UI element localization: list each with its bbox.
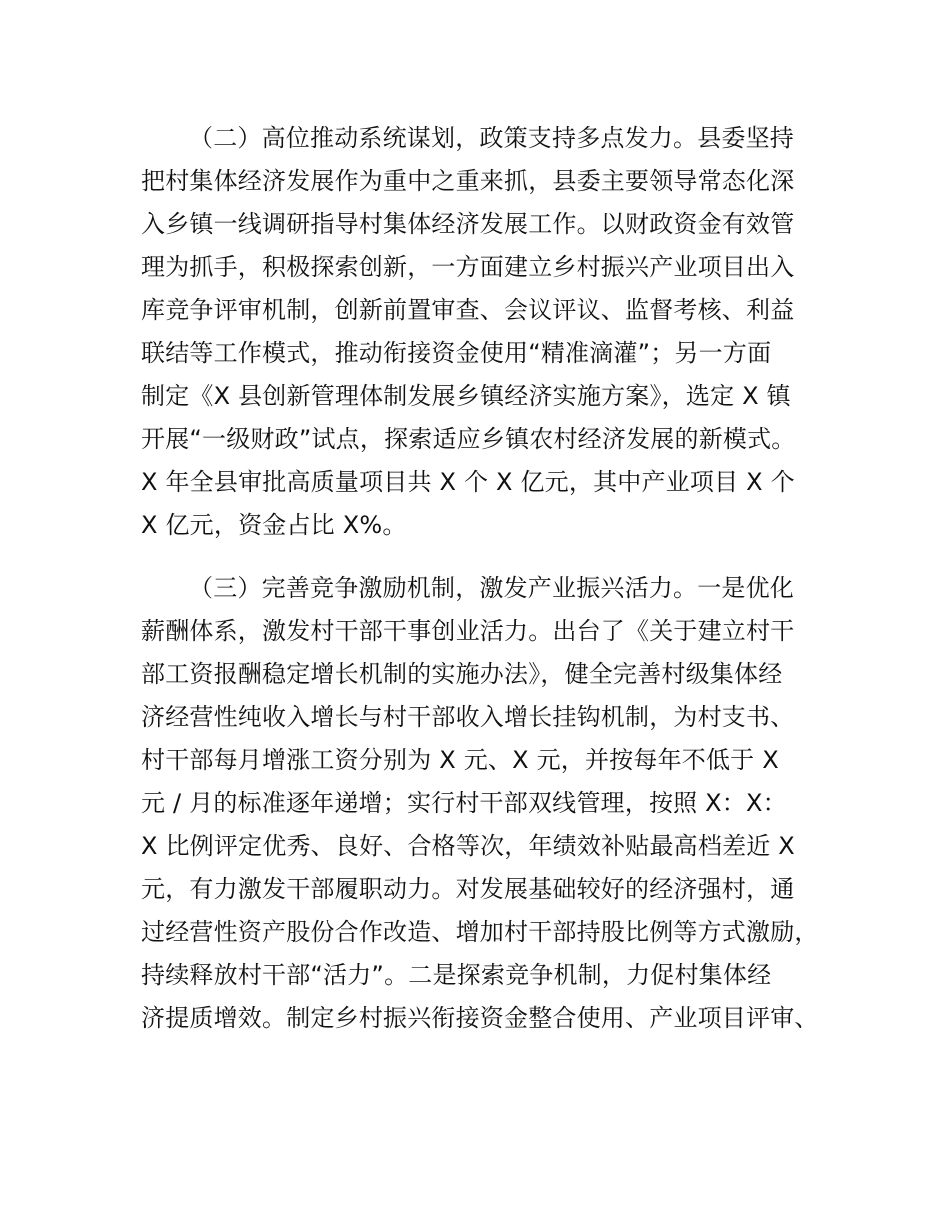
text-line: 济经营性纯收入增长与村干部收入增长挂钩机制，为村支书、: [141, 703, 795, 731]
text-line: 部工资报酬稳定增长机制的实施办法》，健全完善村级集体经: [141, 660, 783, 688]
text-line: 村干部每月增涨工资分别为 X 元、X 元，并按每年不低于 X: [141, 746, 779, 774]
text-line: X 亿元，资金占比 X%。: [141, 511, 407, 539]
text-line: 制定《X 县创新管理体制发展乡镇经济实施方案》，选定 X 镇: [141, 382, 791, 410]
text-line: 入乡镇一线调研指导村集体经济发展工作。以财政资金有效管: [141, 210, 795, 238]
text-line: 元 / 月的标准逐年递增；实行村干部双线管理，按照 X：X：: [141, 789, 787, 817]
paragraph-section-2: [141, 117, 841, 547]
text-line: （三）完善竞争激励机制，激发产业振兴活力。一是优化: [189, 574, 794, 602]
text-line: 济提质增效。制定乡村振兴衔接资金整合使用、产业项目评审、: [141, 1004, 819, 1032]
text-line: 把村集体经济发展作为重中之重来抓，县委主要领导常态化深: [141, 167, 795, 195]
text-line: X 年全县审批高质量项目共 X 个 X 亿元，其中产业项目 X 个: [141, 468, 795, 496]
text-line: 开展“一级财政”试点，探索适应乡镇农村经济发展的新模式。: [141, 425, 796, 453]
text-line: 联结等工作模式，推动衔接资金使用“精准滴灌”；另一方面: [141, 339, 772, 367]
text-line: 库竞争评审机制，创新前置审查、会议评议、监督考核、利益: [141, 296, 795, 324]
text-line: （二）高位推动系统谋划，政策支持多点发力。县委坚持: [189, 124, 794, 152]
paragraph-section-3: [141, 567, 841, 1040]
text-line: 元，有力激发干部履职动力。对发展基础较好的经济强村，通: [141, 875, 795, 903]
text-line: 持续释放村干部“活力”。二是探索竞争机制，力促村集体经: [141, 961, 772, 989]
text-line: 薪酬体系，激发村干部干事创业活力。出台了《关于建立村干: [141, 617, 795, 645]
document-body: [141, 117, 841, 1040]
text-line: 过经营性资产股份合作改造、增加村干部持股比例等方式激励，: [141, 918, 819, 946]
text-line: X 比例评定优秀、良好、合格等次，年绩效补贴最高档差近 X: [141, 832, 795, 860]
text-line: 理为抓手，积极探索创新，一方面建立乡村振兴产业项目出入: [141, 253, 795, 281]
